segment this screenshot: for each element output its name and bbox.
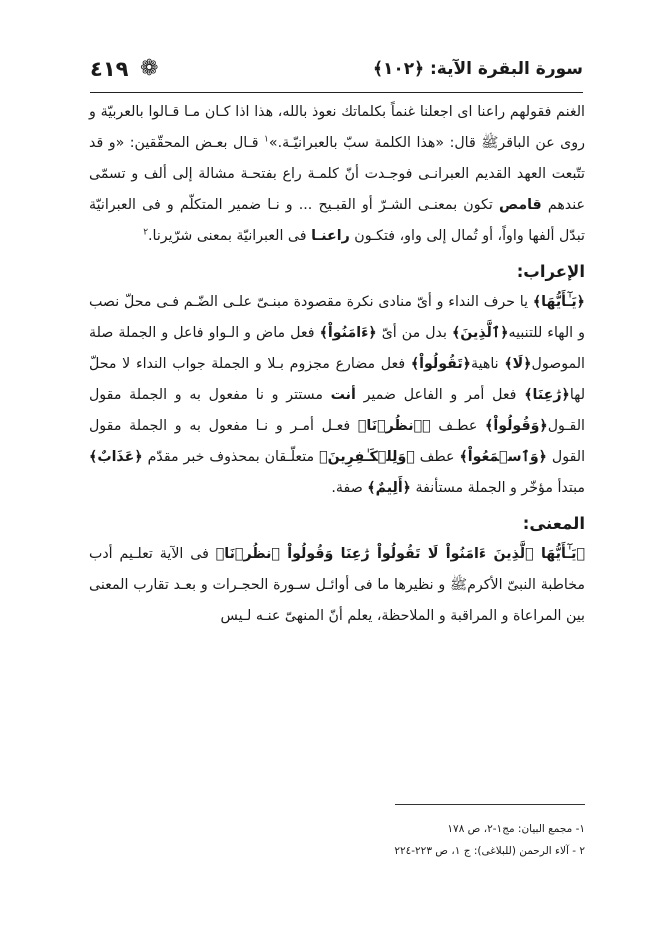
quran-word: ﴿يَـٰٓأَيُّهَا﴾ — [532, 294, 585, 310]
quran-word: ﴿تَقُولُواْ﴾ — [410, 356, 471, 372]
flower-ornament-icon: ❁ — [140, 56, 159, 81]
quran-word: ﴿وَٱسۡمَعُواْ﴾ — [459, 449, 547, 465]
term-ant: أنت — [330, 387, 356, 403]
quran-verse: ﴿يَـٰٓأَيُّهَا ٱلَّذِينَ ءَامَنُواْ لَا تَقُولُواْ رَٰعِنَا وَقُولُواْ ٱنظُرۡنَا﴾ — [215, 546, 585, 562]
footnotes — [89, 818, 585, 862]
footnote-ref-1[interactable]: ١ — [264, 134, 269, 145]
page-header — [90, 56, 583, 93]
quran-word: ﴿عَذَابٌ﴾ — [89, 449, 143, 465]
text-run: صفة. — [331, 480, 368, 496]
text-run: فعل أمر و الفاعل ضمیر — [355, 387, 525, 403]
paragraph-meaning — [89, 539, 585, 632]
quran-word: ﴿رَٰعِنَا﴾ — [524, 387, 570, 403]
quran-word: ﴿وَقُولُواْ﴾ — [485, 418, 548, 434]
text-run: یا حرف النداء و أیّ منادی نکرة مقصودة مبنـیّ علـی الضّـم فـی محلّ نصب و الهاء للتنبیه — [89, 294, 585, 341]
text-run: ناهیة — [470, 356, 505, 372]
text-run: فی العبرانیّة بمعنی شرّیرنا. — [148, 228, 312, 244]
text-run: فعـل أمـر و نـا مفعول به و الجملة مقول القول — [89, 418, 586, 465]
running-head: سورة البقرة الآية: ﴿١٠٢﴾ — [373, 59, 583, 79]
quran-word: ﴿لَا﴾ — [504, 356, 532, 372]
heading-irab: الإعراب: — [516, 262, 585, 281]
term-qamis: قامص — [498, 197, 542, 213]
footnote-ref-2[interactable]: ٢ — [143, 227, 149, 238]
text-run: مستتر و نا مفعول به و الجملة مقول القـول — [89, 387, 585, 434]
text-run: عطف — [414, 449, 460, 465]
text-run: مبتدأ مؤخّر و الجملة مستأنفة — [411, 480, 585, 496]
text-run: فی الآیة تعلـیم أدب مخاطبة النبیّ الأکرمﷺ و نظیرها ما فی أوائـل سـورة الحجـرات و بعـد تقارب المعنی بین المراعاة و المراقبة و الملاحظة، یعلم أنّ المنهیّ عنـه لـیس — [89, 546, 585, 624]
footnote-2: ٢ - آلاء الرحمن (للبلاغی): ج ١، ص ٢٢٣-٢٢٤ — [394, 845, 585, 857]
paragraph-irab — [89, 287, 585, 504]
page-body — [89, 97, 585, 632]
quran-word: ﴿ٱلَّذِينَ﴾ — [451, 325, 509, 341]
page-number: ٤١٩ — [90, 57, 129, 81]
text-run: تکون بمعنـی الشـرّ أو القبـیح ... و نـا ضمیر المتکلّم و فی العبرانیّة تبدّل ألفها واواً، أو تُمال إلی واو، فتکـون — [89, 197, 585, 244]
text-run: فعل مضارع مجزوم بـلا و الجملة جواب النداء لا محلّ لها — [89, 356, 586, 403]
paragraph-intro — [89, 97, 585, 252]
text-run: الغنم فقولهم راعنا ای اجعلنا غنماً بکلماتك نعوذ بالله، هذا اذا کـان مـا قـالوا بالعربیّة و روی عن الباقرﷺ قال: «هذا الکلمة سبّ بالعبرانیّـة.» — [89, 104, 585, 151]
quran-word: ﴿أَلِيمٌ﴾ — [367, 480, 411, 496]
text-run: بدل من أیّ — [376, 325, 452, 341]
quran-word: ﴿ٱنظُرۡنَا﴾ — [357, 418, 431, 434]
quran-word: ﴿وَلِلۡكَـٰفِرِينَ﴾ — [319, 449, 415, 465]
text-run: فعل ماض و الـواو فاعل و الجملة صلة الموصول — [89, 325, 585, 372]
text-run: عطـف — [430, 418, 486, 434]
term-raena: راعنـا — [311, 228, 350, 244]
text-run: متعلّـقان بمحذوف خبر مقدّم — [142, 449, 320, 465]
footnote-separator — [395, 804, 585, 805]
quran-word: ﴿ءَامَنُواْ﴾ — [319, 325, 377, 341]
text-run: قـال بعـض المحقّقین: «و قد تتّبعت العهد القدیم العبرانـی فوجـدت أنّ کلمـة راع بفتحـة مشالة إلی ألف و تسمّی عندهم — [89, 135, 585, 213]
footnote-1: ١- مجمع البیان: مج١-٢، ص ١٧٨ — [447, 823, 585, 835]
heading-meaning: المعنی: — [522, 514, 585, 533]
